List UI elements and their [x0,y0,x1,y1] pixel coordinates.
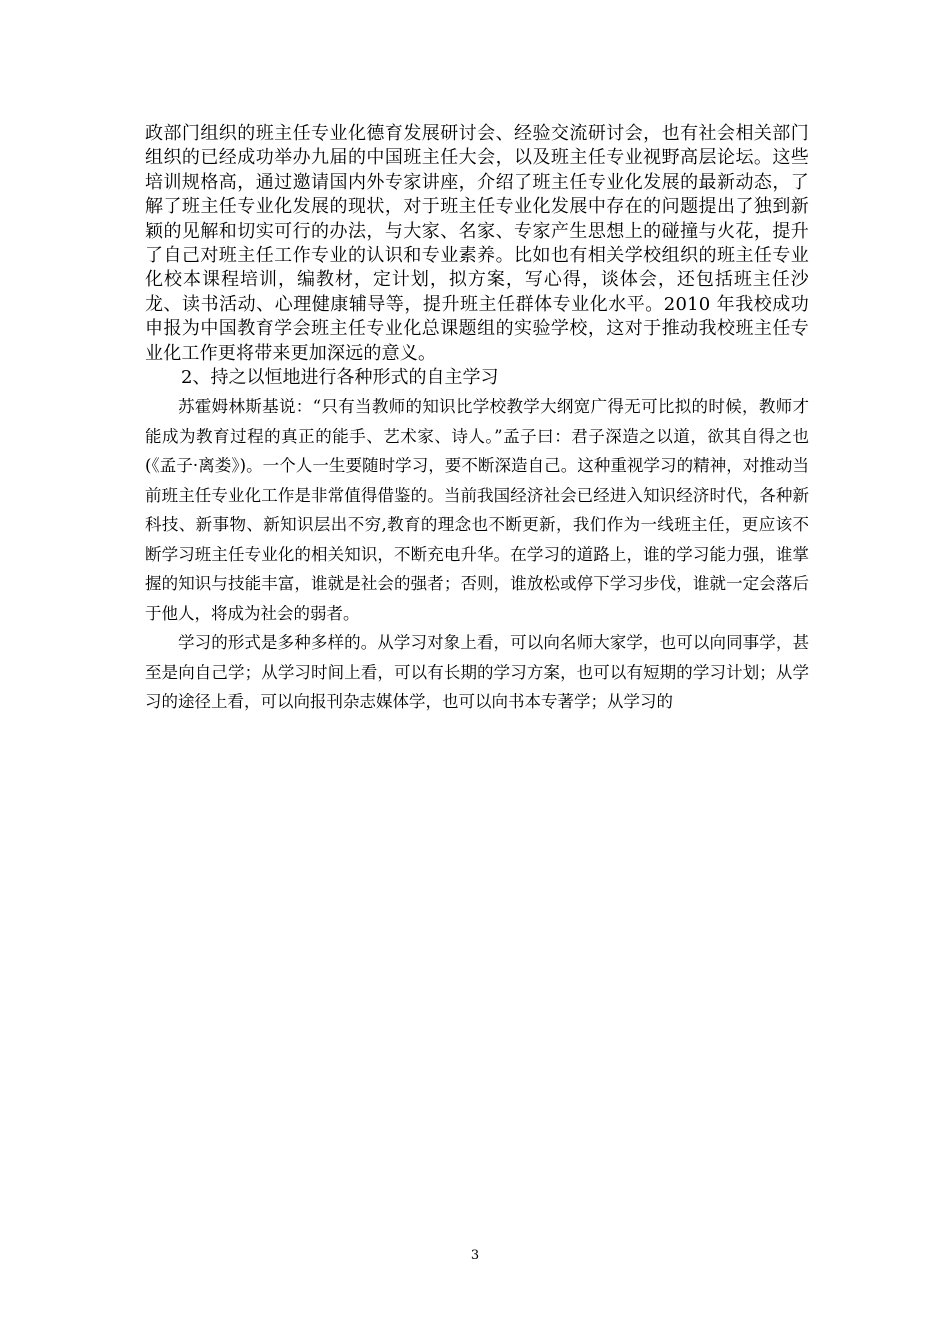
page-number: 3 [470,1248,480,1263]
body-paragraph-2: 学习的形式是多种多样的。从学习对象上看，可以向名师大家学，也可以向同事学，甚至是向自己学；从学习时间上看，可以有长期的学习方案，也可以有短期的学习计划；从学习的途径上看，可以向报刊杂志媒体学，也可以向书本专著学；从学习的 [145,633,809,712]
page-content [145,122,809,717]
body-paragraph-1: 苏霍姆林斯基说：“只有当教师的知识比学校教学大纲宽广得无可比拟的时候，教师才能成为教育过程的真正的能手、艺术家、诗人。”孟子曰：君子深造之以道，欲其自得之也(《孟子·离娄》)。一个人一生要随时学习，要不断深造自己。这种重视学习的精神，对推动当前班主任专业化工作是非常值得借鉴的。当前我国经济社会已经进入知识经济时代，各种新科技、新事物、新知识层出不穷,教育的理念也不断更新，我们作为一线班主任，更应该不断学习班主任专业化的相关知识，不断充电升华。在学习的道路上，谁的学习能力强，谁掌握的知识与技能丰富，谁就是社会的强者；否则，谁放松或停下学习步伐，谁就一定会落后于他人，将成为社会的弱者。 [145,397,809,623]
paragraph-continued: 政部门组织的班主任专业化德育发展研讨会、经验交流研讨会，也有社会相关部门组织的已经成功举办九届的中国班主任大会，以及班主任专业视野高层论坛。这些培训规格高，通过邀请国内外专家讲座，介绍了班主任专业化发展的最新动态，了解了班主任专业化发展的现状，对于班主任专业化发展中存在的问题提出了独到新颖的见解和切实可行的办法，与大家、名家、专家产生思想上的碰撞与火花，提升了自己对班主任工作专业的认识和专业素养。比如也有相关学校组织的班主任专业化校本课程培训，编教材，定计划，拟方案，写心得，谈体会，还包括班主任沙龙、读书活动、心理健康辅导等，提升班主任群体专业化水平。2010 年我校成功申报为中国教育学会班主任专业化总课题组的实验学校，这对于推动我校班主任专业化工作更将带来更加深远的意义。 [145,123,809,364]
section-heading: 2、持之以恒地进行各种形式的自主学习 [181,367,499,389]
